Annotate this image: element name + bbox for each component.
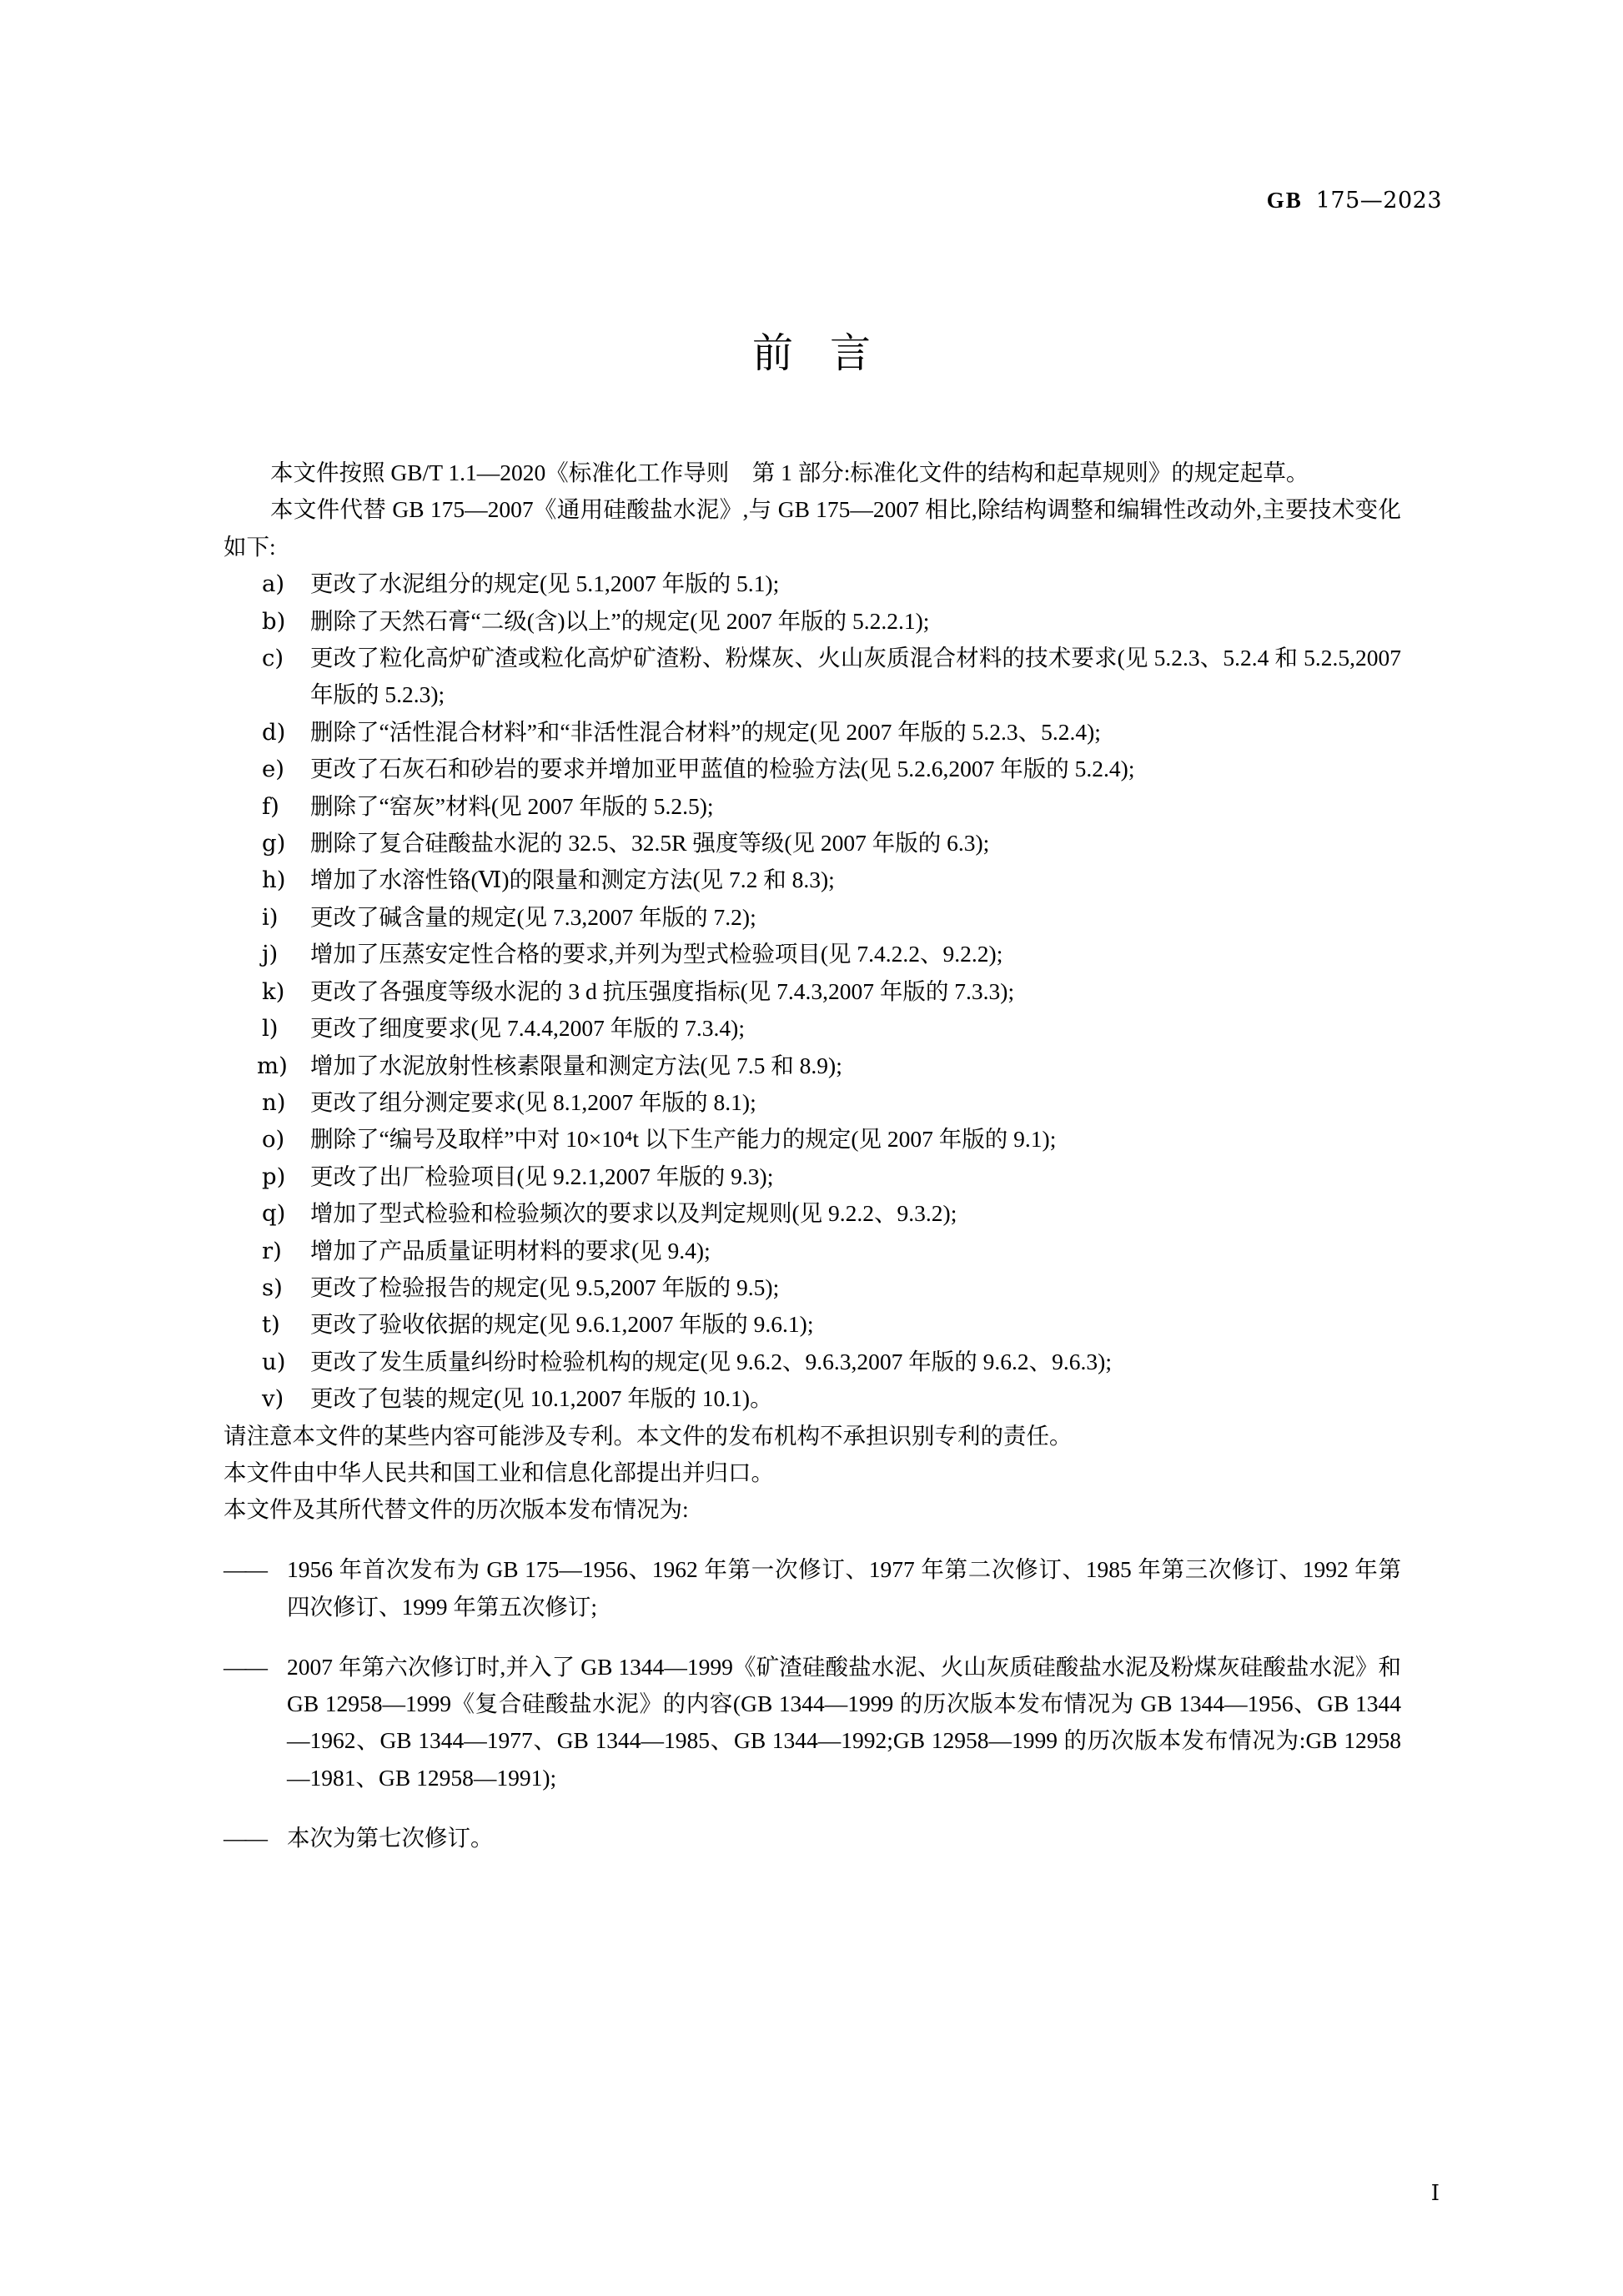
- em-dash: ——: [224, 1556, 266, 1583]
- list-text: 增加了水泥放射性核素限量和测定方法(见 7.5 和 8.9);: [310, 1052, 842, 1078]
- list-marker: u): [262, 1348, 286, 1375]
- list-item: [224, 862, 1401, 898]
- list-item: [224, 603, 1401, 640]
- list-item: [224, 1306, 1401, 1343]
- list-item: [224, 1010, 1401, 1047]
- paragraph-drafting-basis: 本文件按照 GB/T 1.1—2020《标准化工作导则 第 1 部分:标准化文件的结构和起草规则》的规定起草。: [270, 460, 1309, 485]
- list-marker: b): [262, 607, 286, 635]
- list-text: 删除了天然石膏“二级(含)以上”的规定(见 2007 年版的 5.2.2.1);: [310, 607, 930, 634]
- list-marker: l): [262, 1015, 279, 1042]
- list-marker: e): [262, 756, 285, 783]
- list-text: 更改了细度要求(见 7.4.4,2007 年版的 7.3.4);: [310, 1015, 745, 1042]
- list-marker: k): [262, 977, 285, 1005]
- list-marker: m): [257, 1052, 288, 1079]
- page-header: [1267, 188, 1444, 214]
- list-item: [224, 1158, 1401, 1195]
- list-item: [224, 714, 1401, 751]
- list-text: 删除了“编号及取样”中对 10×10⁴t 以下生产能力的规定(见 2007 年版的 9.1);: [310, 1126, 1057, 1153]
- list-marker: o): [262, 1126, 285, 1153]
- list-item: [224, 565, 1401, 602]
- version-history-list: [224, 1551, 1401, 1856]
- list-text: 更改了石灰石和砂岩的要求并增加亚甲蓝值的检验方法(见 5.2.6,2007 年版的 5.2.4);: [310, 756, 1135, 782]
- list-marker: a): [262, 570, 285, 598]
- list-text: 更改了发生质量纠纷时检验机构的规定(见 9.6.2、9.6.3,2007 年版的 9.6.2、9.6.3);: [310, 1348, 1112, 1374]
- history-item: [224, 1551, 1401, 1625]
- list-marker: n): [262, 1088, 286, 1116]
- list-text: 更改了出厂检验项目(见 9.2.1,2007 年版的 9.3);: [310, 1163, 774, 1189]
- list-text: 更改了粒化高炉矿渣或粒化高炉矿渣粉、粉煤灰、火山灰质混合材料的技术要求(见 5.2.3、5.2.4 和 5.2.5,2007 年版的 5.2.3);: [310, 645, 1401, 708]
- list-marker: g): [262, 830, 286, 857]
- em-dash: ——: [224, 1824, 266, 1851]
- list-item: [224, 899, 1401, 936]
- list-marker: p): [262, 1163, 286, 1190]
- list-text: 更改了碱含量的规定(见 7.3,2007 年版的 7.2);: [310, 903, 756, 930]
- list-marker: f): [262, 792, 279, 820]
- list-marker: s): [262, 1274, 283, 1301]
- page-number: Ⅰ: [1430, 2181, 1440, 2206]
- list-item: [224, 1233, 1401, 1269]
- list-text: 增加了水溶性铬(Ⅵ)的限量和测定方法(见 7.2 和 8.3);: [310, 867, 835, 893]
- list-item: [224, 751, 1401, 787]
- em-dash: ——: [224, 1653, 266, 1680]
- list-marker: j): [262, 941, 279, 968]
- list-text: 删除了复合硅酸盐水泥的 32.5、32.5R 强度等级(见 2007 年版的 6.3);: [310, 830, 990, 857]
- history-text: 本次为第七次修订。: [287, 1824, 494, 1851]
- list-marker: c): [262, 645, 284, 672]
- history-item: [224, 1820, 1401, 1856]
- paragraph-proposing-body: 本文件由中华人民共和国工业和信息化部提出并归口。: [224, 1459, 774, 1485]
- list-item: [224, 936, 1401, 972]
- list-item: [224, 1195, 1401, 1232]
- list-text: 更改了各强度等级水泥的 3 d 抗压强度指标(见 7.4.3,2007 年版的 7.3.3);: [310, 977, 1015, 1004]
- list-marker: h): [262, 867, 286, 894]
- list-text: 增加了型式检验和检验频次的要求以及判定规则(见 9.2.2、9.3.2);: [310, 1200, 957, 1227]
- list-text: 更改了包装的规定(见 10.1,2007 年版的 10.1)。: [310, 1385, 773, 1412]
- list-text: 删除了“窑灰”材料(见 2007 年版的 5.2.5);: [310, 792, 714, 819]
- list-marker: t): [262, 1311, 280, 1339]
- page-title: 前言: [751, 329, 907, 377]
- list-item: [224, 1269, 1401, 1306]
- list-item: [224, 1344, 1401, 1380]
- list-text: 更改了组分测定要求(见 8.1,2007 年版的 8.1);: [310, 1088, 756, 1115]
- technical-changes-list: [224, 565, 1401, 1417]
- list-item: [224, 1048, 1401, 1084]
- list-marker: v): [262, 1385, 284, 1413]
- document-body: [224, 455, 1401, 1880]
- list-text: 更改了检验报告的规定(见 9.5,2007 年版的 9.5);: [310, 1274, 780, 1300]
- paragraph-version-history-intro: 本文件及其所代替文件的历次版本发布情况为:: [224, 1496, 689, 1523]
- list-item: [224, 973, 1401, 1010]
- list-item: [224, 788, 1401, 825]
- list-marker: r): [262, 1237, 282, 1264]
- paragraph-replaces: 本文件代替 GB 175—2007《通用硅酸盐水泥》,与 GB 175—2007 相比,除结构调整和编辑性改动外,主要技术变化如下:: [224, 496, 1401, 560]
- standard-number: 175—2023: [1315, 188, 1442, 214]
- list-item: [224, 1084, 1401, 1121]
- list-text: 增加了压蒸安定性合格的要求,并列为型式检验项目(见 7.4.2.2、9.2.2);: [310, 941, 1003, 967]
- list-item: [224, 1380, 1401, 1417]
- list-marker: d): [262, 718, 286, 746]
- list-text: 增加了产品质量证明材料的要求(见 9.4);: [310, 1237, 711, 1264]
- paragraph-patent-notice: 请注意本文件的某些内容可能涉及专利。本文件的发布机构不承担识别专利的责任。: [224, 1422, 1073, 1449]
- list-text: 更改了水泥组分的规定(见 5.1,2007 年版的 5.1);: [310, 570, 780, 597]
- list-item: [224, 825, 1401, 862]
- history-text: 1956 年首次发布为 GB 175—1956、1962 年第一次修订、1977 年第二次修订、1985 年第三次修订、1992 年第四次修订、1999 年第五次修订;: [287, 1556, 1401, 1620]
- history-item: [224, 1649, 1401, 1797]
- list-item: [224, 1121, 1401, 1158]
- history-text: 2007 年第六次修订时,并入了 GB 1344—1999《矿渣硅酸盐水泥、火山灰质硅酸盐水泥及粉煤灰硅酸盐水泥》和 GB 12958—1999《复合硅酸盐水泥》的内容(GB 1344—1999 的历次版本发布情况为 GB 1344—1956、GB 1344—1962、GB 1344—1977、GB 1344—1985、GB 1344—1992;GB 12958—1999 的历次版本发布情况为:GB 12958—1981、GB 12958—1991);: [287, 1653, 1401, 1791]
- list-text: 更改了验收依据的规定(见 9.6.1,2007 年版的 9.6.1);: [310, 1311, 814, 1338]
- list-marker: q): [262, 1200, 286, 1228]
- list-item: [224, 640, 1401, 714]
- list-text: 删除了“活性混合材料”和“非活性混合材料”的规定(见 2007 年版的 5.2.3、5.2.4);: [310, 718, 1101, 745]
- list-marker: i): [262, 903, 279, 931]
- standard-prefix: GB: [1266, 188, 1303, 213]
